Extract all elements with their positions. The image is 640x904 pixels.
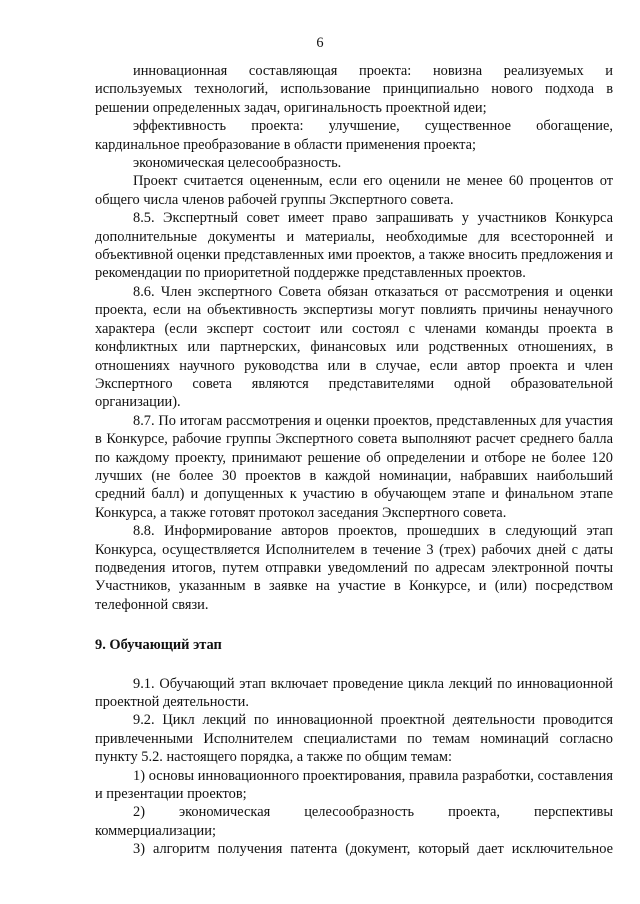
document-body: [95, 62, 613, 859]
paragraph-9-2: 9.2. Цикл лекций по инновационной проектной деятельности проводится привлеченными Исполнителем специалистами по темам номинаций согласно пункту 5.2. настоящего порядка, а также по общим темам:: [95, 712, 613, 766]
list-item-3: 3) алгоритм получения патента (документ, который дает исключительное: [133, 841, 613, 858]
paragraph-economic: экономическая целесообразность.: [133, 155, 342, 172]
paragraph-8-6: 8.6. Член экспертного Совета обязан отказаться от рассмотрения и оценки проекта, если на объективность экспертизы могут повлиять причины ненаучного характера (если эксперт состоит или состоял с членами команды проекта в конфликтных или партнерских, финансовых или родственных отношениях, в отношениях научного руководства или в случае, если автор проекта и член Экспертного совета являются представителями одной образовательной организации).: [95, 283, 613, 411]
list-item-1: 1) основы инновационного проектирования, правила разработки, составления и презентации проектов;: [95, 767, 613, 803]
paragraph-8-7: 8.7. По итогам рассмотрения и оценки проектов, представленных для участия в Конкурсе, рабочие группы Экспертного совета выполняют расчет среднего балла по каждому проекту, принимают решение об определении и отборе не более 120 лучших (не более 30 проектов в каждой номинации, набравших наибольший средний балл) и допущенных к участию в обучающем этапе и финальном этапе Конкурса, а также готовят протокол заседания Экспертного совета.: [95, 412, 613, 521]
paragraph-efficiency: эффективность проекта: улучшение, существенное обогащение, кардинальное преобразование в области применения проекта;: [95, 118, 613, 153]
paragraph-8-8: 8.8. Информирование авторов проектов, прошедших в следующий этап Конкурса, осуществляется Исполнителем в течение 3 (трех) рабочих дней с даты подведения итогов, путем отправки уведомлений по адресам электронной почты Участников, указанным в заявке на участие в Конкурсе, и (или) посредством телефонной связи.: [95, 523, 613, 613]
section-heading: 9. Обучающий этап: [95, 637, 222, 654]
page-number: 6: [316, 35, 324, 51]
list-item-2: 2) экономическая целесообразность проекта, перспективы коммерциализации;: [95, 804, 613, 839]
paragraph-innovation: инновационная составляющая проекта: новизна реализуемых и используемых технологий, использование принципиально нового подхода в решении определенных задач, оригинальность проектной идеи;: [95, 63, 613, 116]
paragraph-8-5: 8.5. Экспертный совет имеет право запрашивать у участников Конкурса дополнительные документы и материалы, необходимые для всесторонней и объективной оценки представленных ими проектов, а также вносить предложения и рекомендации по приоритетной поддержке представленных проектов.: [95, 210, 613, 282]
paragraph-9-1: 9.1. Обучающий этап включает проведение цикла лекций по инновационной проектной деятельности.: [95, 675, 613, 710]
paragraph-project-rated: Проект считается оцененным, если его оценили не менее 60 процентов от общего числа членов рабочей группы Экспертного совета.: [95, 173, 613, 208]
